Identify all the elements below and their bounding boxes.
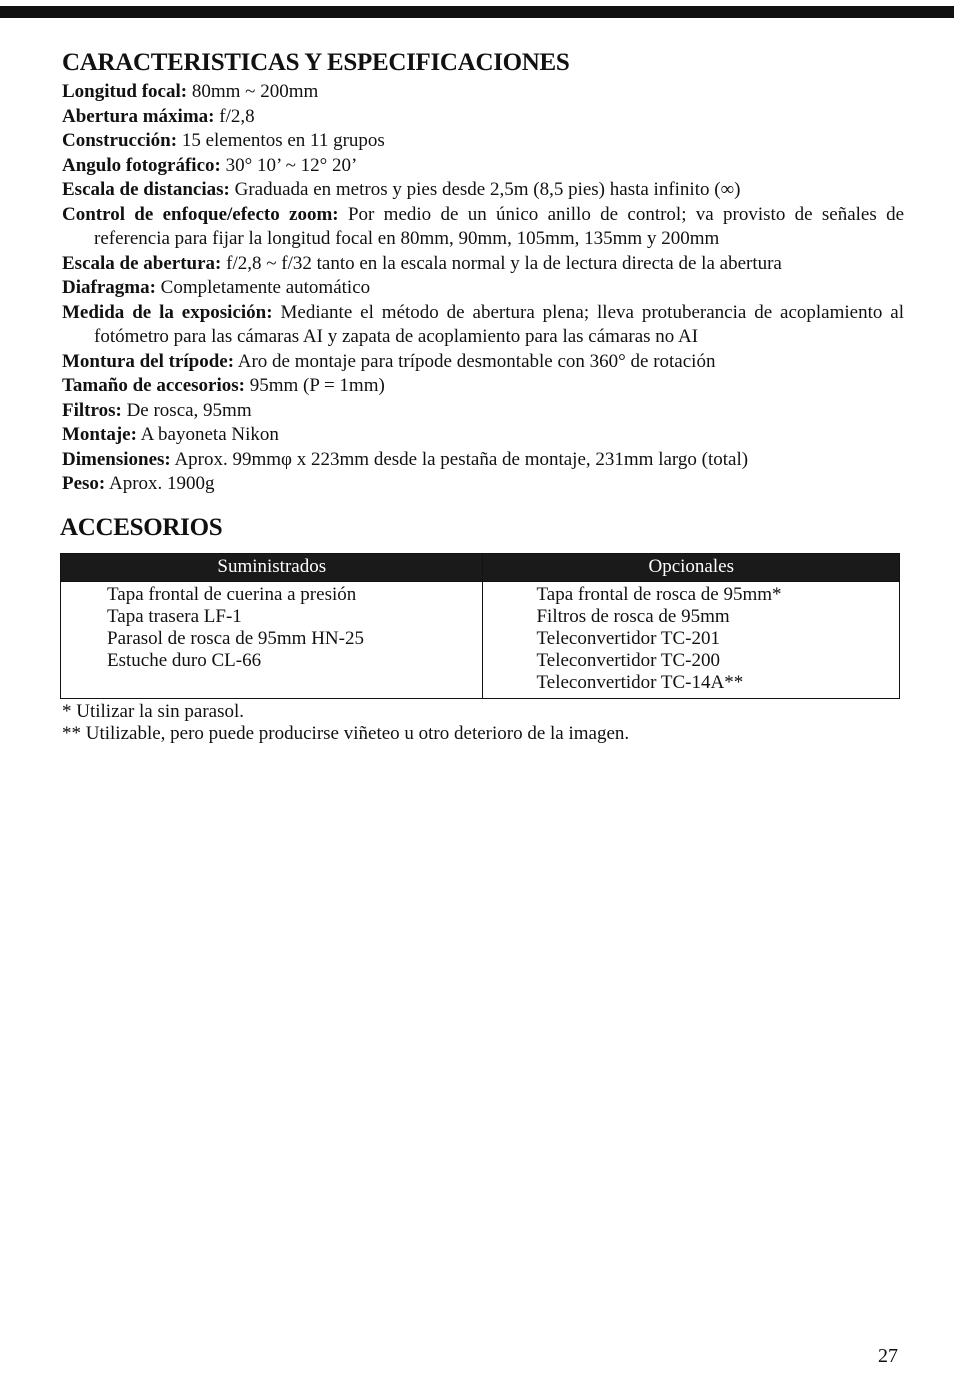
optional-list [483, 581, 900, 698]
spec-label: Tamaño de accesorios: [62, 375, 245, 396]
spec-item [62, 423, 904, 448]
optional-item: Filtros de rosca de 95mm [536, 605, 730, 627]
spec-value: Completamente automático [160, 277, 371, 298]
spec-value: 80mm ~ 200mm [191, 81, 319, 102]
supplied-list [61, 581, 483, 698]
supplied-column-header: Suministrados [61, 553, 483, 581]
supplied-item: Estuche duro CL-66 [107, 649, 262, 671]
spec-label: Diafragma: [62, 277, 156, 298]
spec-value: f/2,8 [219, 105, 255, 127]
spec-label: Montaje: [62, 424, 137, 445]
spec-item [62, 374, 904, 399]
spec-value: Aprox. 1900g [108, 473, 215, 494]
spec-item [62, 399, 904, 424]
spec-item [62, 154, 904, 179]
spec-item [62, 276, 904, 301]
top-rule [0, 6, 954, 18]
spec-label: Longitud focal: [62, 81, 188, 102]
supplied-item: Tapa trasera LF-1 [107, 605, 242, 627]
spec-label: Escala de distancias: [62, 179, 230, 200]
optional-item: Teleconvertidor TC-201 [536, 627, 720, 649]
spec-item [62, 203, 904, 252]
spec-label: Peso: [62, 473, 106, 494]
footnote: * Utilizar la sin parasol. [62, 700, 245, 722]
spec-value: Por medio de un único anillo de control; va provisto de señales de referencia para fijar la longitud focal en 80mm, 90mm, 105mm, 135mm y 200mm [94, 203, 905, 249]
accessories-heading: ACCESORIOS [60, 513, 223, 541]
spec-value: Mediante el método de abertura plena; lleva protuberancia de acoplamiento al fotómetro para las cámaras AI y zapata de acoplamiento para las cámaras no AI [94, 301, 905, 347]
spec-value: f/2,8 ~ f/32 tanto en la escala normal y la de lectura directa de la abertura [226, 252, 782, 274]
accessories-body-row [61, 581, 900, 698]
spec-item [62, 178, 904, 203]
spec-item [62, 105, 904, 130]
supplied-item: Parasol de rosca de 95mm HN-25 [107, 627, 364, 649]
spec-label: Abertura máxima: [62, 105, 215, 127]
accessories-table [60, 553, 900, 699]
spec-value: Aprox. 99mmφ x 223mm desde la pestaña de montaje, 231mm largo (total) [174, 448, 749, 470]
optional-item: Tapa frontal de rosca de 95mm* [536, 583, 782, 605]
spec-value: Graduada en metros y pies desde 2,5m (8,5 pies) hasta infinito (∞) [234, 179, 741, 200]
spec-label: Escala de abertura: [62, 252, 222, 274]
spec-value: 15 elementos en 11 grupos [181, 130, 385, 151]
spec-label: Medida de la exposición: [62, 301, 273, 323]
supplied-item: Tapa frontal de cuerina a presión [107, 583, 357, 605]
spec-value: Aro de montaje para trípode desmontable con 360° de rotación [237, 350, 716, 372]
spec-list [62, 80, 904, 497]
spec-label: Control de enfoque/efecto zoom: [62, 203, 339, 225]
page-number: 27 [878, 1345, 898, 1367]
optional-item: Teleconvertidor TC-200 [536, 649, 720, 671]
spec-item [62, 252, 904, 277]
page-content [62, 48, 904, 745]
spec-label: Montura del trípode: [62, 350, 235, 372]
spec-item [62, 472, 904, 497]
spec-item [62, 129, 904, 154]
page-title: CARACTERISTICAS Y ESPECIFICACIONES [62, 49, 570, 76]
spec-label: Angulo fotográfico: [62, 154, 221, 176]
spec-item [62, 80, 904, 105]
footnote: ** Utilizable, pero puede producirse viñeteo u otro deterioro de la imagen. [62, 722, 630, 744]
accessories-header-row [61, 553, 900, 581]
spec-value: 95mm (P = 1mm) [249, 375, 385, 396]
spec-value: De rosca, 95mm [126, 399, 252, 421]
footnotes [62, 701, 904, 745]
spec-value: A bayoneta Nikon [140, 424, 279, 445]
optional-item: Teleconvertidor TC-14A** [536, 671, 744, 693]
spec-value: 30° 10’ ~ 12° 20’ [225, 154, 358, 176]
optional-column-header: Opcionales [483, 553, 900, 581]
spec-item [62, 448, 904, 473]
spec-item [62, 350, 904, 375]
spec-label: Dimensiones: [62, 448, 171, 470]
spec-label: Construcción: [62, 130, 178, 151]
spec-item [62, 301, 904, 350]
spec-label: Filtros: [62, 399, 122, 421]
